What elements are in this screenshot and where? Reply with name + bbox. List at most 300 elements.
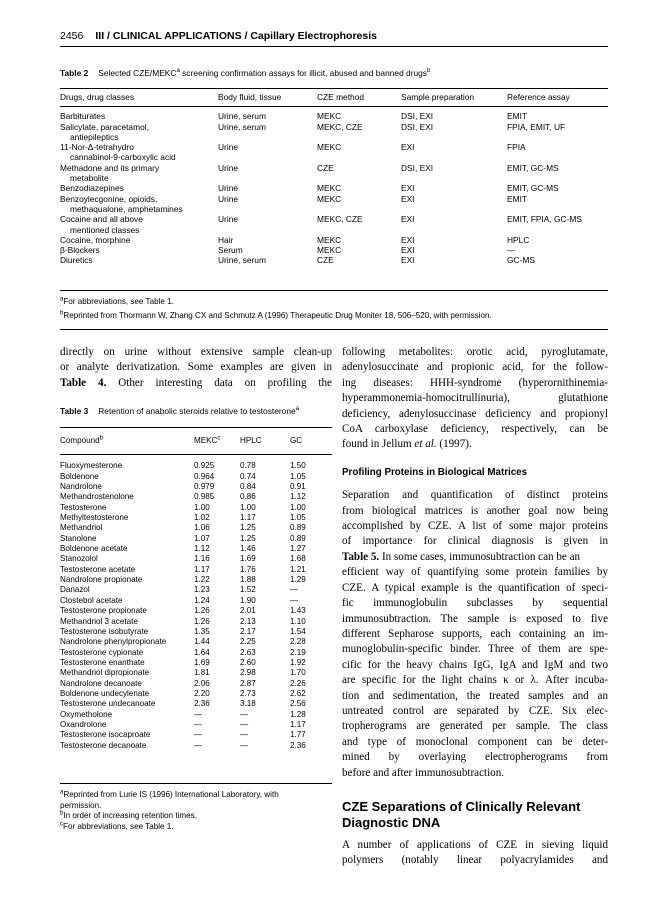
table3-cell-mekc: 1.69 (194, 657, 210, 667)
text-line: CoA carboxylase deficiency, respectively, can be (342, 423, 608, 436)
table3-cell-mekc: — (194, 719, 203, 729)
table2-cell-ref: FPIA (507, 142, 526, 153)
text-line: polymers (notably linear polyacrylamides and (342, 854, 608, 867)
table3-row (60, 596, 332, 606)
table2-footnote-rule (60, 329, 608, 330)
table2-row (60, 194, 608, 215)
table2-cell-drug (60, 142, 218, 163)
table3-cell-mekc: 1.07 (194, 533, 210, 543)
table2-col-header: CZE method (317, 92, 365, 102)
table3-cell-mekc: 2.36 (194, 699, 210, 709)
table3-row (60, 585, 332, 595)
col-label: MEKC (194, 436, 218, 445)
text-line (60, 376, 332, 391)
table2-cell-prep: EXI (401, 255, 415, 266)
table3-row (60, 492, 332, 502)
table3-row (60, 503, 332, 513)
table2-cell-drug (60, 214, 218, 235)
drug-name: 11-Nor-Δ-tetrahydro (60, 142, 134, 153)
table3-cell-mekc: 0.979 (194, 482, 215, 492)
footnote-text: In order of increasing retention times. (63, 811, 197, 820)
table3-cell-hplc: 2.25 (240, 637, 256, 647)
drug-name: Benzoylecgonine, opioids, (60, 193, 158, 204)
text-line: immunosubtraction. The sample is exposed to five (342, 612, 608, 625)
table3-cell-hplc: 1.00 (240, 502, 256, 512)
text-span: Other interesting data on profiling the (106, 376, 332, 389)
table3-cell-compound: Testosterone (60, 502, 107, 512)
table2-label: Table 2 (60, 68, 89, 78)
table3-cell-gc: 1.27 (290, 544, 306, 554)
table3-row (60, 730, 332, 740)
table3-row (60, 523, 332, 533)
table2-cell-ref: EMIT (507, 111, 528, 122)
table3-row (60, 482, 332, 492)
table3-row (60, 544, 332, 554)
table3-cell-mekc: — (194, 730, 203, 740)
table3-cell-mekc: 0.985 (194, 492, 215, 502)
table3-cell-compound: Nandrolone phenylpropionate (60, 637, 167, 647)
table2-cell-ref: FPIA, EMIT, UF (507, 121, 566, 132)
table3-row (60, 699, 332, 709)
running-title: III / CLINICAL APPLICATIONS / Capillary Electrophoresis (95, 30, 377, 42)
table3-cell-mekc: 1.00 (194, 502, 210, 512)
table3-row (60, 606, 332, 616)
table3-cell-compound: Testosterone cypionate (60, 647, 144, 657)
table3-cell-mekc: 1.06 (194, 523, 210, 533)
table3-cell-hplc: 2.17 (240, 626, 256, 636)
text-line: accomplished by CZE. A list of some major proteins (342, 520, 608, 533)
table2-cell-prep: DSI, EXI (401, 121, 434, 132)
table3-cell-compound: Testosterone decanoate (60, 740, 147, 750)
section1-paragraph-b (342, 565, 608, 781)
table3-cell-gc: 2.56 (290, 699, 306, 709)
table3-footnote-c (60, 822, 332, 833)
table3-row (60, 513, 332, 523)
table3-cell-hplc: — (240, 719, 249, 729)
table3-footnote-b (60, 811, 332, 822)
text-line: ing diseases: HHH-syndrome (hyperornithinemia- (342, 376, 608, 389)
table3-cell-compound: Methyltestosterone (60, 513, 129, 523)
table2-cell-method: MEKC, CZE (317, 121, 363, 132)
drug-name-cont: cannabinol-9-carboxylic acid (70, 152, 176, 163)
text-italic: et al. (414, 438, 437, 451)
text-line (342, 550, 608, 565)
table3-footnotes (60, 790, 332, 832)
table3-col-gc: GC (290, 436, 303, 445)
table3-cell-gc: 1.50 (290, 461, 306, 471)
table3-cell-hplc: — (240, 740, 249, 750)
table2-row (60, 107, 608, 122)
table3-header-row (60, 428, 332, 455)
table3-cell-gc: — (290, 585, 299, 595)
table2-cell-drug (60, 255, 218, 265)
table2-cell-prep: EXI (401, 245, 415, 256)
footnote-marker: a (60, 789, 64, 796)
table3-cell-compound: Testosterone isobutyrate (60, 626, 149, 636)
table3-cell-hplc: — (240, 709, 249, 719)
table3-row (60, 689, 332, 699)
table2-cell-prep: EXI (401, 214, 415, 225)
table3-cell-mekc: 1.24 (194, 595, 210, 605)
table3-cell-mekc: 0.964 (194, 471, 215, 481)
table3-cell-compound: Methandriol dipropionate (60, 668, 150, 678)
table3-row (60, 565, 332, 575)
footnote-text: Reprinted from Lurie IS (1996) International Laboratory, with (63, 790, 279, 799)
table3-cell-mekc: 1.16 (194, 554, 210, 564)
table3-cell-mekc: 1.35 (194, 626, 210, 636)
table3-cell-mekc: 0.925 (194, 461, 215, 471)
table3-cell-mekc: 1.44 (194, 637, 210, 647)
table3-cell-hplc: 1.52 (240, 585, 256, 595)
table2-cell-fluid: Urine (218, 183, 239, 194)
table3-cell-hplc: 1.76 (240, 564, 256, 574)
table3-cell-mekc: — (194, 709, 203, 719)
table2-cell-fluid: Urine (218, 162, 239, 173)
table3-label: Table 3 (60, 406, 89, 416)
table3-row (60, 658, 332, 668)
table2-cell-method: MEKC (317, 234, 342, 245)
table2-cell-prep: DSI, EXI (401, 162, 434, 173)
text-line: or analyte derivatization. Some examples are given in (60, 361, 332, 374)
table3-cell-gc: 1.10 (290, 616, 306, 626)
drug-name: Barbiturates (60, 111, 106, 122)
table3-body (60, 455, 332, 751)
table3 (60, 427, 332, 751)
table3-row (60, 472, 332, 482)
table3-cell-compound: Methandrostenolone (60, 492, 134, 502)
table3-row (60, 534, 332, 544)
table3-cell-compound: Danazol (60, 585, 90, 595)
table3-row (60, 741, 332, 751)
footnote-text: Reprinted from Thormann W, Zhang CX and Schmutz A (1996) Therapeutic Drug Moniter 18, 506–520, with permission. (63, 311, 492, 320)
table-ref: Table 5. (342, 550, 380, 563)
table3-cell-gc: 0.89 (290, 523, 306, 533)
table3-cell-compound: Nandrolone (60, 482, 102, 492)
text-line: tion and sedimentation, the treated samples and an (342, 689, 608, 702)
table3-cell-hplc: 1.25 (240, 523, 256, 533)
table3-cell-mekc: 1.64 (194, 647, 210, 657)
running-header (60, 30, 377, 42)
table2-col-header: Drugs, drug classes (60, 92, 135, 102)
table2-cell-fluid: Hair (218, 234, 234, 245)
table2-col-header: Body fluid, tissue (218, 92, 282, 102)
table2-cell-method: MEKC (317, 183, 342, 194)
col-label: Compound (60, 436, 100, 445)
table3-cell-gc: 1.77 (290, 730, 306, 740)
table3-cell-gc: 1.70 (290, 668, 306, 678)
table3-cell-mekc: 2.20 (194, 688, 210, 698)
table3-cell-gc: 1.00 (290, 502, 306, 512)
table3-cell-hplc: 2.13 (240, 616, 256, 626)
table3-cell-gc: 1.43 (290, 606, 306, 616)
right-paragraph-1 (342, 345, 608, 437)
table2-row (60, 183, 608, 193)
text-line: before and after immunosubtraction. (342, 766, 505, 779)
table3-cell-gc: 1.17 (290, 719, 306, 729)
table2-cell-method: MEKC (317, 193, 342, 204)
table2-header-row (60, 89, 608, 107)
text-line: following metabolites: orotic acid, pyroglutamate, (342, 346, 608, 358)
text-line: efficient way of quantifying some protein families by (342, 566, 608, 579)
table3-cell-gc: 1.28 (290, 709, 306, 719)
table3-cell-hplc: — (240, 730, 249, 740)
table3-cell-gc: 2.28 (290, 637, 306, 647)
table2-col-header: Reference assay (507, 92, 570, 102)
table3-row (60, 668, 332, 678)
table3-cell-compound: Boldenone acetate (60, 544, 128, 554)
heading-line: CZE Separations of Clinically Relevant (342, 798, 581, 814)
section1-paragraph-a (342, 488, 608, 550)
text-span: In some cases, immunosubtraction can be an (379, 550, 581, 563)
text-line: CZE. A typical example is the quantification of speci- (342, 581, 608, 594)
table2-bottom-rule (60, 290, 608, 291)
table3-cell-hplc: 0.74 (240, 471, 256, 481)
table3-cell-hplc: 3.18 (240, 699, 256, 709)
table3-cell-hplc: 2.98 (240, 668, 256, 678)
text-line: fic immunoglobulin subclasses by sequential (342, 597, 608, 610)
table3-cell-hplc: 2.73 (240, 688, 256, 698)
section-heading-proteins: Profiling Proteins in Biological Matrices (342, 466, 528, 478)
drug-name: Diuretics (60, 255, 93, 266)
drug-name-cont: mentioned classes (70, 224, 140, 235)
table3-cell-compound: Clostebol acetate (60, 595, 123, 605)
table3-row (60, 720, 332, 730)
table3-cell-hplc: 2.63 (240, 647, 256, 657)
drug-name-cont: metabolite (70, 173, 109, 184)
table2-cell-ref: EMIT (507, 193, 528, 204)
table3-cell-mekc: — (194, 740, 203, 750)
table2-cell-method: MEKC, CZE (317, 214, 363, 225)
table3-cell-mekc: 1.26 (194, 616, 210, 626)
table3-cell-compound: Nandrolone propionate (60, 575, 143, 585)
table3-cell-compound: Testosterone isocaproate (60, 730, 151, 740)
table2-title-1: Selected CZE/MEKC (98, 68, 177, 78)
text-line: munoglobulin-specific binder. Three of them are spe- (342, 643, 608, 656)
table-ref: Table 4. (60, 376, 107, 389)
text-line: of importance for clinical diagnosis is given in (342, 535, 608, 548)
table3-cell-gc: 1.05 (290, 513, 306, 523)
table3-row (60, 575, 332, 585)
drug-name-cont: methaqualone, amphetamines (70, 203, 183, 214)
table2-row (60, 163, 608, 184)
footnote-marker: b (60, 810, 64, 817)
table2-cell-prep: EXI (401, 183, 415, 194)
table3-cell-compound: Testosterone undecanoate (60, 699, 156, 709)
table3-row (60, 554, 332, 564)
table3-cell-hplc: 0.84 (240, 482, 256, 492)
table3-row (60, 627, 332, 637)
table3-cell-hplc: 1.90 (240, 595, 256, 605)
drug-name: Benzodiazepines (60, 183, 124, 194)
table3-col-mekc (194, 428, 240, 455)
text-line: deficiency, adenylosuccinase deficiency and propionyl (342, 407, 608, 420)
text-line (342, 437, 608, 452)
text-line: mined by overlaying electropherograms from (342, 751, 608, 764)
table3-row (60, 637, 332, 647)
table3-cell-gc: 1.21 (290, 564, 306, 574)
table2-cell-fluid: Urine (218, 142, 239, 153)
table3-cell-gc: 2.36 (290, 740, 306, 750)
table2-row (60, 255, 608, 265)
text-line: tropherograms are generated per sample. The class (342, 720, 608, 733)
text-line: Separation and quantification of distinct proteins (342, 489, 608, 502)
table3-cell-gc: 1.92 (290, 657, 306, 667)
table3-col-compound (60, 428, 194, 455)
table2-footnote-b (60, 311, 492, 322)
table2-row (60, 235, 608, 245)
table2-cell-fluid: Urine (218, 193, 239, 204)
table3-cell-gc: 2.19 (290, 647, 306, 657)
table2-cell-drug (60, 235, 218, 245)
table3-cell-compound: Oxymetholone (60, 709, 113, 719)
table2-cell-method: MEKC (317, 142, 342, 153)
table3-cell-gc: 2.62 (290, 688, 306, 698)
col-sup: b (99, 435, 103, 442)
table2-cell-drug (60, 107, 218, 122)
table3-cell-mekc: 1.22 (194, 575, 210, 585)
drug-name: Cocaine, morphine (60, 234, 131, 245)
table3-cell-hplc: 0.86 (240, 492, 256, 502)
table2-cell-ref: — (507, 245, 516, 256)
table2-cell-method: MEKC (317, 245, 342, 256)
table3-cell-hplc: 2.01 (240, 606, 256, 616)
table2-row (60, 142, 608, 163)
table3-cell-hplc: 1.88 (240, 575, 256, 585)
table3-cell-compound: Stanolone (60, 533, 97, 543)
table3-cell-gc: — (290, 595, 299, 605)
table2-cell-drug (60, 183, 218, 193)
table2-cell-fluid: Urine, serum (218, 255, 266, 266)
table3-cell-mekc: 2.06 (194, 678, 210, 688)
table2-cell-prep: EXI (401, 142, 415, 153)
table2-cell-fluid: Serum (218, 245, 243, 256)
table2-cell-ref: EMIT, FPIA, GC-MS (507, 214, 582, 225)
table2-row (60, 122, 608, 143)
text-line: cific for the heavy chains IgG, IgA and IgM and two (342, 658, 608, 671)
table2-cell-ref: HPLC (507, 234, 530, 245)
text-line: and type of monoclonal component can be deter- (342, 735, 608, 748)
footnote-text: For abbreviations, see Table 1. (63, 821, 174, 831)
table3-footnote-a (60, 790, 332, 801)
right-column (342, 345, 608, 869)
table2 (60, 88, 608, 266)
section2-paragraph (342, 838, 608, 869)
table2-cell-fluid: Urine, serum (218, 121, 266, 132)
table3-cell-compound: Testosterone propionate (60, 606, 147, 616)
table3-cell-compound: Testosterone acetate (60, 564, 136, 574)
table2-cell-ref: GC-MS (507, 255, 535, 266)
table2-cell-drug (60, 245, 218, 255)
footnote-marker: c (60, 820, 63, 827)
table3-cell-gc: 0.91 (290, 482, 306, 492)
table2-cell-prep: EXI (401, 234, 415, 245)
footnote-marker: a (60, 296, 64, 303)
drug-name: β-Blockers (60, 245, 100, 256)
table3-cell-gc: 2.26 (290, 678, 306, 688)
table3-cell-hplc: 0.78 (240, 461, 256, 471)
table2-col-header: Sample preparation (401, 92, 475, 102)
text-line: different Sepharose supports, each containing an im- (342, 627, 608, 640)
table3-cell-compound: Boldenone (60, 471, 99, 481)
table2-cell-fluid: Urine (218, 214, 239, 225)
text-line: adenylosuccinate and propionic acid, for the follow- (342, 361, 608, 374)
text-line: from biological matrices is another goal now being (342, 504, 608, 517)
header-rule (60, 46, 608, 47)
table3-cell-mekc: 1.26 (194, 606, 210, 616)
table2-row (60, 214, 608, 235)
drug-name: Cocaine and all above (60, 214, 143, 225)
table3-cell-hplc: 1.17 (240, 513, 256, 523)
table2-caption (60, 68, 430, 78)
table3-cell-mekc: 1.12 (194, 544, 210, 554)
heading-line: Diagnostic DNA (342, 815, 441, 831)
table3-row (60, 710, 332, 720)
col-sup: c (217, 435, 221, 442)
drug-name: Methadone and its primary (60, 162, 160, 173)
table3-cell-mekc: 1.23 (194, 585, 210, 595)
table3-cell-compound: Boldenone undecylenate (60, 688, 150, 698)
table3-cell-compound: Testosterone enanthate (60, 657, 145, 667)
table3-cell-compound: Fluoxymesterone (60, 461, 123, 471)
table2-footnote-a (60, 297, 174, 308)
table2-cell-fluid: Urine, serum (218, 111, 266, 122)
table2-title-sup2: b (427, 68, 431, 75)
drug-name: Salicylate, paracetamol, (60, 121, 149, 132)
table2-cell-method: MEKC (317, 111, 342, 122)
text-span: (1997). (436, 438, 472, 451)
footnote-text: For abbreviations, see Table 1. (63, 297, 174, 306)
table3-col-hplc: HPLC (240, 436, 262, 445)
table3-cell-mekc: 1.17 (194, 564, 210, 574)
table2-cell-drug (60, 163, 218, 184)
footnote-marker: b (60, 310, 64, 317)
text-span: found in Jellum (342, 438, 415, 451)
text-line: untreated control are separated by CZE. Six elec- (342, 704, 608, 717)
table2-cell-prep: DSI, EXI (401, 111, 434, 122)
table3-cell-gc: 0.89 (290, 533, 306, 543)
table3-cell-compound: Nandrolone decanoate (60, 678, 142, 688)
table3-cell-hplc: 1.46 (240, 544, 256, 554)
table3-caption (60, 406, 332, 416)
table3-cell-hplc: 2.87 (240, 678, 256, 688)
table3-cell-compound: Stanozolol (60, 554, 98, 564)
table3-cell-gc: 1.54 (290, 626, 306, 636)
footnote-text: permission. (60, 800, 102, 810)
table3-cell-compound: Methandriol 3 acetate (60, 616, 138, 626)
table3-cell-compound: Oxandrolone (60, 719, 107, 729)
table3-cell-hplc: 1.69 (240, 554, 256, 564)
left-paragraph (60, 345, 332, 391)
table3-cell-hplc: 2.60 (240, 657, 256, 667)
table3-cell-gc: 1.05 (290, 471, 306, 481)
table3-cell-gc: 1.29 (290, 575, 306, 585)
text-line: hyperammonemia-homocitrullinuria), glutathione (342, 392, 608, 405)
table2-row (60, 245, 608, 255)
table3-row (60, 648, 332, 658)
drug-name-cont: antiepileptics (70, 131, 119, 142)
table2-title-2: screening confirmation assays for illicit, abused and banned drugs (179, 68, 427, 78)
text-line: are specific for the light chains κ or λ. After incuba- (342, 674, 608, 687)
table3-cell-compound: Methandriol (60, 523, 103, 533)
table2-cell-drug (60, 194, 218, 215)
text-line: directly on urine without extensive sample clean-up (60, 346, 332, 358)
table3-cell-gc: 1.12 (290, 492, 306, 502)
table2-cell-drug (60, 122, 218, 143)
table2-cell-method: CZE (317, 162, 334, 173)
table3-title: Retention of anabolic steroids relative to testosterone (98, 406, 296, 416)
section-heading-dna (342, 799, 608, 832)
table3-title-sup: a (295, 406, 299, 413)
